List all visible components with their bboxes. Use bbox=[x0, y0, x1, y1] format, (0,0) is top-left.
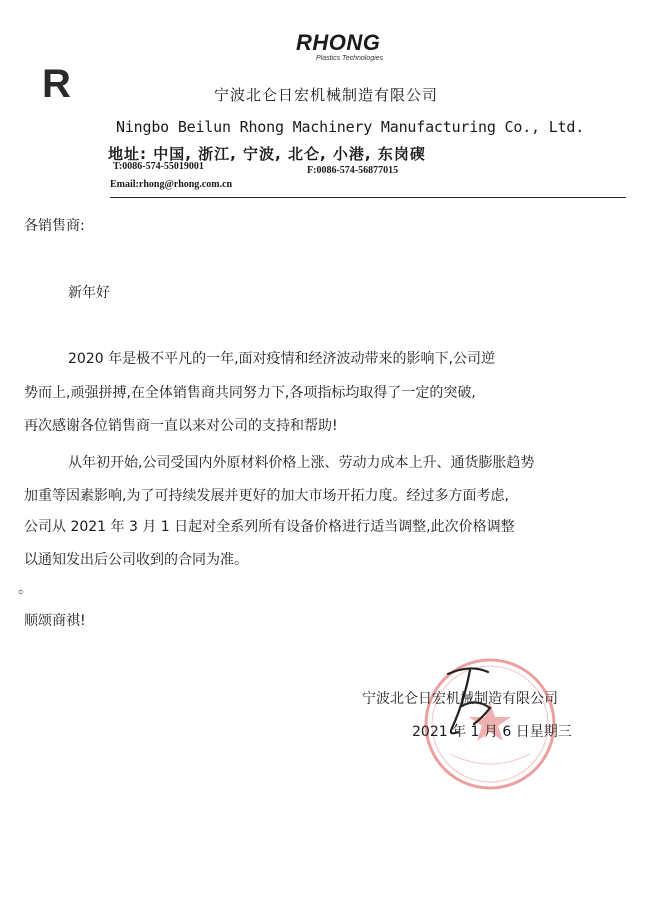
signature-date: 2021 年 1 月 6 日星期三 bbox=[412, 724, 572, 740]
paragraph-1-line: 势而上,顽强拼搏,在全体销售商共同努力下,各项指标均取得了一定的突破, bbox=[24, 385, 476, 401]
telephone: T:0086-574-55019001 bbox=[113, 161, 204, 172]
paragraph-1-line: 2020 年是极不平凡的一年,面对疫情和经济波动带来的影响下,公司逆 bbox=[68, 351, 495, 367]
r-logo-icon: R bbox=[42, 62, 71, 106]
paragraph-2-line: 加重等因素影响,为了可持续发展并更好的加大市场开拓力度。经过多方面考虑, bbox=[24, 488, 509, 504]
signature-company: 宁波北仑日宏机械制造有限公司 bbox=[362, 691, 558, 707]
brand-tagline: Plastics Technologies bbox=[316, 55, 384, 62]
brand-logo-text: RHONG bbox=[296, 30, 381, 55]
stray-mark: 。 bbox=[18, 581, 32, 597]
paragraph-2-line: 公司从 2021 年 3 月 1 日起对全系列所有设备价格进行适当调整,此次价格调整 bbox=[24, 519, 515, 535]
email: Email:rhong@rhong.com.cn bbox=[110, 179, 233, 190]
company-address: 地址: 中国, 浙江, 宁波, 北仑, 小港, 东岗碶 bbox=[108, 145, 426, 163]
company-name-chinese: 宁波北仑日宏机械制造有限公司 bbox=[214, 86, 439, 104]
closing-phrase: 顺颂商祺! bbox=[24, 613, 86, 629]
letterhead-divider bbox=[110, 197, 626, 198]
paragraph-2-line: 以通知发出后公司收到的合同为准。 bbox=[24, 552, 248, 568]
greeting: 新年好 bbox=[68, 285, 110, 301]
paragraph-1-line: 再次感谢各位销售商一直以来对公司的支持和帮助! bbox=[24, 418, 338, 434]
paragraph-2-line: 从年初开始,公司受国内外原材料价格上涨、劳动力成本上升、通货膨胀趋势 bbox=[68, 455, 535, 471]
salutation: 各销售商: bbox=[24, 218, 85, 234]
fax: F:0086-574-56877015 bbox=[307, 165, 399, 176]
company-name-english: Ningbo Beilun Rhong Machinery Manufacturing Co., Ltd. bbox=[116, 118, 585, 136]
